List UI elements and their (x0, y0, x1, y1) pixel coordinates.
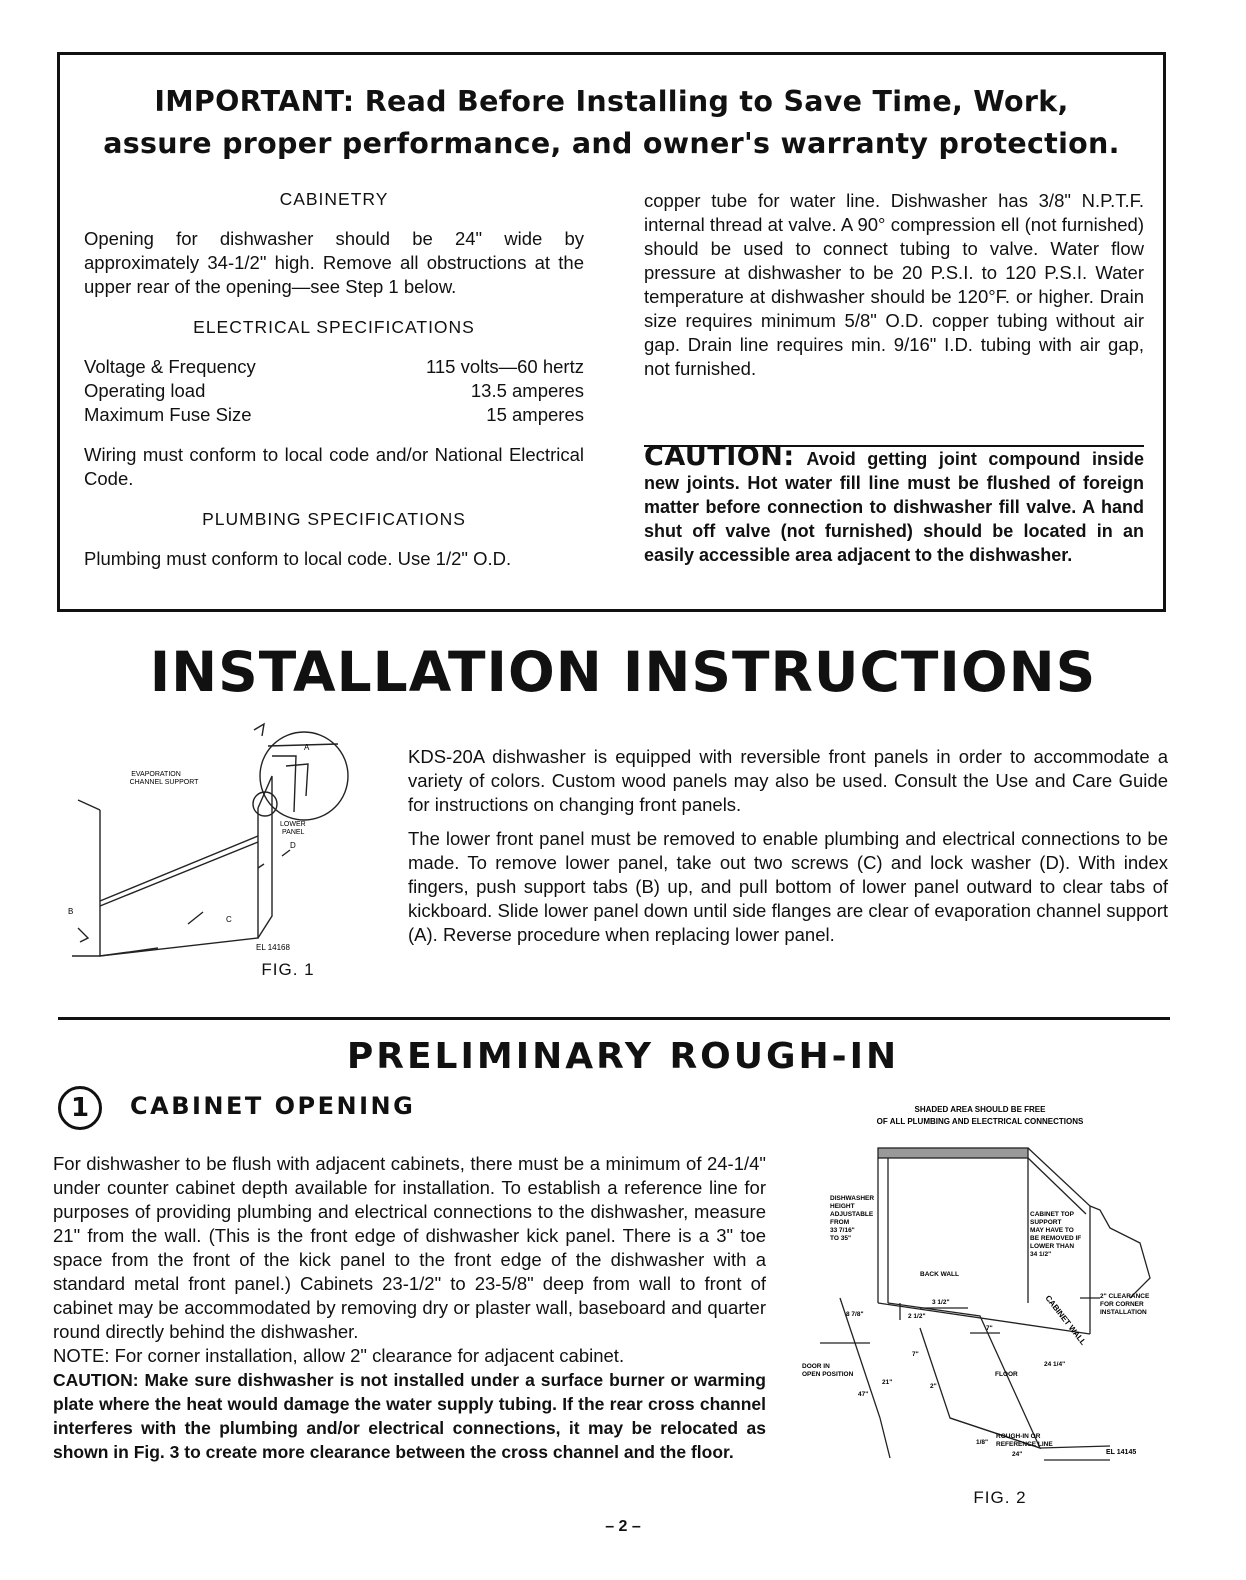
fig2-shaded-line2: OF ALL PLUMBING AND ELECTRICAL CONNECTIONS (876, 1117, 1084, 1126)
spec-label: Voltage & Frequency (84, 356, 256, 377)
note-text: For corner installation, allow 2" clearance for adjacent cabinet. (114, 1345, 625, 1366)
cabinet-top-line: SUPPORT (1030, 1219, 1062, 1226)
plumbing-heading: PLUMBING SPECIFICATIONS (202, 509, 466, 529)
height-line: TO 35" (830, 1235, 852, 1242)
fig1-label-d: D (290, 841, 296, 850)
important-notice-box (57, 52, 1166, 612)
dim-label: 1/8" (976, 1439, 989, 1446)
fig2-code: EL 14145 (1106, 1449, 1137, 1456)
fig2-shaded-line1: SHADED AREA SHOULD BE FREE (914, 1105, 1046, 1114)
panel-outline (100, 808, 258, 956)
fig1-label-evap1: EVAPORATION (131, 771, 181, 778)
spec-label: Maximum Fuse Size (84, 404, 252, 425)
spec-value: 15 amperes (486, 404, 584, 425)
dim-label: 7" (986, 1325, 993, 1332)
installation-para1: KDS-20A dishwasher is equipped with reversible front panels in order to accommodate a variety of colors. Custom wood panels may also be used. Consult the Use and Care Guide for instructions on changing front panels. (408, 746, 1168, 815)
panel-edge-line (100, 836, 258, 901)
rough-in-caution: CAUTION: Make sure dishwasher is not installed under a surface burner or warming plate where the heat would damage the water supply tubing. If the rear cross channel interferes with the plumbing and/or electrical connections, it may be relocated as shown in Fig. 3 to create more clearance between the cross channel and the floor. (53, 1370, 766, 1462)
important-title-line2: assure proper performance, and owner's warranty protection. (103, 127, 1120, 160)
installation-para2: The lower front panel must be removed to enable plumbing and electrical connections to be made. To remove lower panel, take out two screws (C) and lock washer (D). With index fingers, push support tabs (B) up, and pull bottom of lower panel outward to clear tabs of kickboard. Slide lower panel down until side flanges are clear of evaporation channel support (A). Reverse procedure when replacing lower panel. (408, 828, 1168, 945)
cabinet-top-line: CABINET TOP (1030, 1211, 1074, 1218)
step-number-circle: 1 (58, 1086, 102, 1130)
height-line: ADJUSTABLE (830, 1211, 874, 1218)
height-line: HEIGHT (830, 1203, 855, 1210)
step-title: CABINET OPENING (130, 1092, 416, 1120)
door-line: OPEN POSITION (802, 1371, 854, 1378)
caution-block (644, 441, 1145, 567)
clearance-line: FOR CORNER (1100, 1301, 1144, 1308)
fig2-floor: FLOOR (995, 1371, 1018, 1378)
spec-row (84, 379, 584, 403)
fig2-diagram (800, 1098, 1170, 1478)
dim-label: 3 1/2" (932, 1299, 950, 1306)
dim-label: 8 7/8" (846, 1311, 864, 1318)
rough-in-note (53, 1344, 766, 1368)
caution-label: CAUTION: (644, 441, 795, 472)
rough-in-para: For dishwasher to be flush with adjacent cabinets, there must be a minimum of 24-1/4" under counter cabinet depth available for installation. To establish a reference line for purposes of providing plumbing and electrical connections to the dishwasher, measure 21" from the wall. (This is the front edge of dishwasher kick panel. There is a 3" toe space from the front of the kick panel to the front edge of the dishwasher with a standard metal front panel.) Cabinets 23-1/2" to 23-5/8" deep from wall to front of cabinet may be accommodated by removing dry or plaster wall, baseboard and quarter round directly behind the dishwasher. (53, 1153, 766, 1342)
fig2-caption: FIG. 2 (973, 1488, 1027, 1507)
plumbing-text: Plumbing must conform to local code. Use 1/2" O.D. (84, 548, 512, 569)
spec-row (84, 403, 584, 427)
electrical-heading: ELECTRICAL SPECIFICATIONS (193, 317, 475, 337)
spec-value: 13.5 amperes (470, 380, 584, 401)
cabinetry-text: Opening for dishwasher should be 24" wide by approximately 34-1/2" high. Remove all obstructions at the upper rear of the opening—see Step 1 below. (84, 228, 584, 297)
fig1-diagram (58, 716, 358, 978)
clearance-line: 2" CLEARANCE (1100, 1293, 1150, 1300)
fig2-back-wall: BACK WALL (920, 1271, 959, 1278)
fig2-cabinet-wall: CABINET WALL (1043, 1293, 1088, 1347)
caution-text: Avoid getting joint compound inside new joints. Hot water fill line must be flushed of foreign matter before connection to dishwasher fill valve. A hand shut off valve (not furnished) should be located in an easily accessible area adjacent to the dishwasher. (644, 449, 1145, 565)
dim-label: 2" (930, 1383, 937, 1390)
rough-in-text (53, 1152, 766, 1464)
height-line: FROM (830, 1219, 850, 1226)
spec-value: 115 volts—60 hertz (425, 356, 584, 377)
spec-label: Operating load (84, 380, 206, 401)
rough-in-heading: PRELIMINARY ROUGH-IN (346, 1036, 900, 1077)
cabinet-top-line: MAY HAVE TO (1030, 1227, 1074, 1234)
note-label: NOTE: (53, 1345, 110, 1366)
important-left-column (84, 187, 584, 571)
page-number: – 2 – (605, 1518, 641, 1535)
installation-heading: INSTALLATION INSTRUCTIONS (149, 640, 1097, 704)
fig1-label-a: A (304, 743, 310, 752)
height-line: 33 7/16" (830, 1227, 855, 1234)
cabinet-top-line: 34 1/2" (1030, 1251, 1052, 1258)
installation-text (408, 745, 1168, 957)
rough-in-line: ROUGH-IN OR (996, 1433, 1041, 1440)
fig1-code: EL 14168 (256, 943, 290, 952)
important-title-line1: IMPORTANT: Read Before Installing to Save Time, Work, (154, 85, 1069, 118)
door-line: DOOR IN (802, 1363, 830, 1370)
cabinet-top-line: LOWER THAN (1030, 1243, 1075, 1250)
fig1-label-lower2: PANEL (282, 829, 305, 836)
fig1-label-b: B (68, 907, 74, 916)
dim-label: 21" (882, 1379, 893, 1386)
height-line: DISHWASHER (830, 1195, 875, 1202)
fig1-label-lower1: LOWER (280, 821, 306, 828)
shaded-area (878, 1148, 1028, 1158)
rough-in-line: REFERENCE LINE (996, 1441, 1053, 1448)
fig1-caption: FIG. 1 (261, 960, 315, 979)
electrical-spec-table (84, 355, 584, 427)
spec-row (84, 355, 584, 379)
clearance-line: INSTALLATION (1100, 1309, 1147, 1316)
fig1-label-evap2: CHANNEL SUPPORT (129, 779, 199, 786)
dim-label: 2 1/2" (908, 1313, 926, 1320)
section-divider (58, 1017, 1170, 1020)
wiring-text: Wiring must conform to local code and/or National Electrical Code. (84, 444, 584, 489)
dim-label: 47" (858, 1391, 869, 1398)
plumbing-continued-text: copper tube for water line. Dishwasher has 3/8" N.P.T.F. internal thread at valve. A 90° compression ell (not furnished) should be used to connect tubing to valve. Water flow pressure at dishwasher to be 20 P.S.I. to 120 P.S.I. Water temperature at dishwasher should be 120°F. or higher. Drain size requires minimum 5/8" O.D. copper tubing without air gap. Drain line requires min. 9/16" I.D. tubing with air gap, not furnished. (644, 190, 1144, 379)
fig1-label-c: C (226, 915, 232, 924)
cabinet-top-line: BE REMOVED IF (1030, 1235, 1082, 1242)
dim-label: 7" (912, 1351, 919, 1358)
dim-label: 24" (1012, 1451, 1023, 1458)
dim-label: 24 1/4" (1044, 1361, 1066, 1368)
cabinetry-heading: CABINETRY (279, 189, 389, 209)
